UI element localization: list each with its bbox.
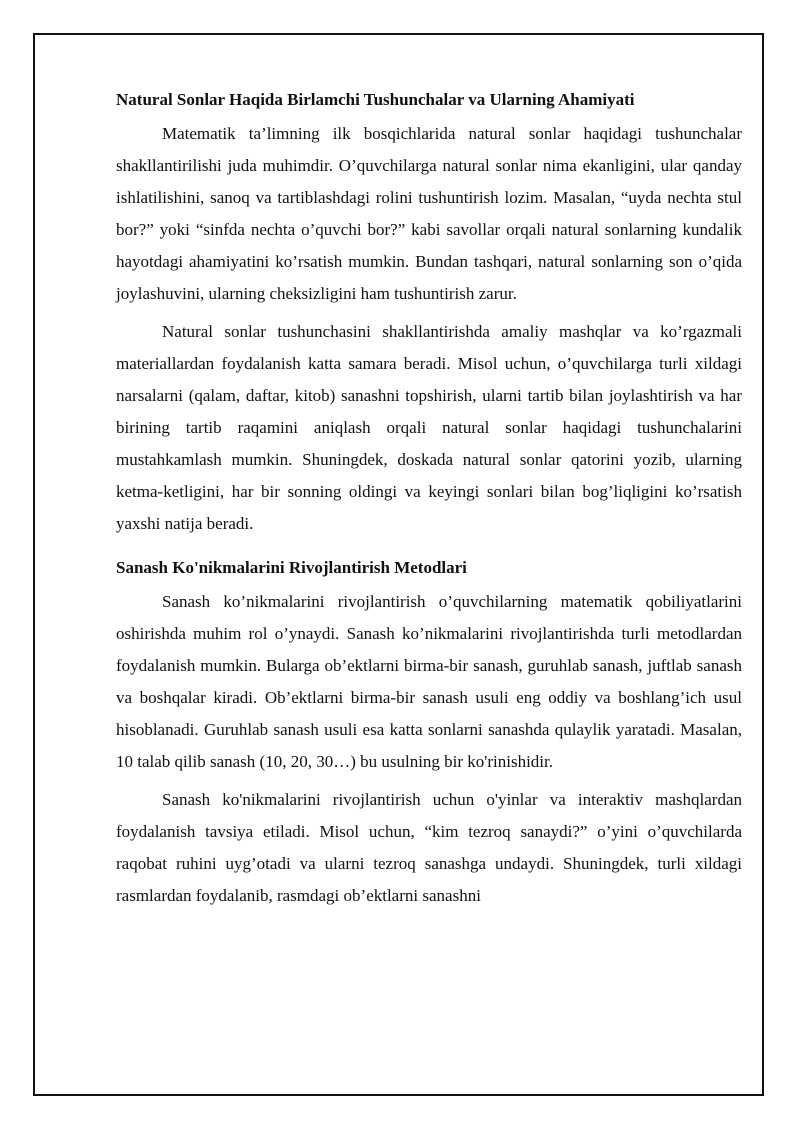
paragraph: Natural sonlar tushunchasini shakllantirishda amaliy mashqlar va ko’rgazmali materiallardan foydalanish katta samara beradi. Misol uchun, o’quvchilarga turli xildagi narsalarni (qalam, daftar, kitob) sanashni topshirish, ularni tartib bilan joylashtirish va har birining tartib raqamini aniqlash orqali natural sonlar haqidagi tushunchalarini mustahkamlash mumkin. Shuningdek, doskada natural sonlar qatorini yozib, ularning ketma-ketligini, har bir sonning oldingi va keyingi sonlari bilan bog’liqligini ko’rsatish yaxshi natija beradi. [116, 322, 742, 533]
document-body [116, 86, 742, 918]
paragraph: Sanash ko’nikmalarini rivojlantirish o’quvchilarning matematik qobiliyatlarini oshirishda muhim rol o’ynaydi. Sanash ko’nikmalarini rivojlantirishda turli metodlardan foydalanish mumkin. Bularga ob’ektlarni birma-bir sanash, guruhlab sanash, juftlab sanash va boshqalar kiradi. Ob’ektlarni birma-bir sanash usuli eng oddiy va boshlang’ich usul hisoblanadi. Guruhlab sanash usuli esa katta sonlarni sanashda qulaylik yaratadi. Masalan, 10 talab qilib sanash (10, 20, 30…) bu usulning bir ko'rinishidir. [116, 592, 742, 771]
section-heading-natural-numbers: Natural Sonlar Haqida Birlamchi Tushunchalar va Ularning Ahamiyati [116, 90, 635, 109]
section-heading-counting-methods: Sanash Ko'nikmalarini Rivojlantirish Metodlari [116, 558, 467, 577]
paragraph: Sanash ko'nikmalarini rivojlantirish uchun o'yinlar va interaktiv mashqlardan foydalanish tavsiya etiladi. Misol uchun, “kim tezroq sanaydi?” o’yini o’quvchilarda raqobat ruhini uyg’otadi va ularni tezroq sanashga undaydi. Shuningdek, turli xildagi rasmlardan foydalanib, rasmdagi ob’ektlarni sanashni [116, 790, 742, 905]
paragraph: Matematik ta’limning ilk bosqichlarida natural sonlar haqidagi tushunchalar shakllantirilishi juda muhimdir. O’quvchilarga natural sonlar nima ekanligini, ular qanday ishlatilishini, sanoq va tartiblashdagi rolini tushuntirish lozim. Masalan, “uyda nechta stul bor?” yoki “sinfda nechta o’quvchi bor?” kabi savollar orqali natural sonlarning kundalik hayotdagi ahamiyatini ko’rsatish mumkin. Bundan tashqari, natural sonlarning son o’qida joylashuvini, ularning cheksizligini ham tushuntirish zarur. [116, 124, 742, 303]
